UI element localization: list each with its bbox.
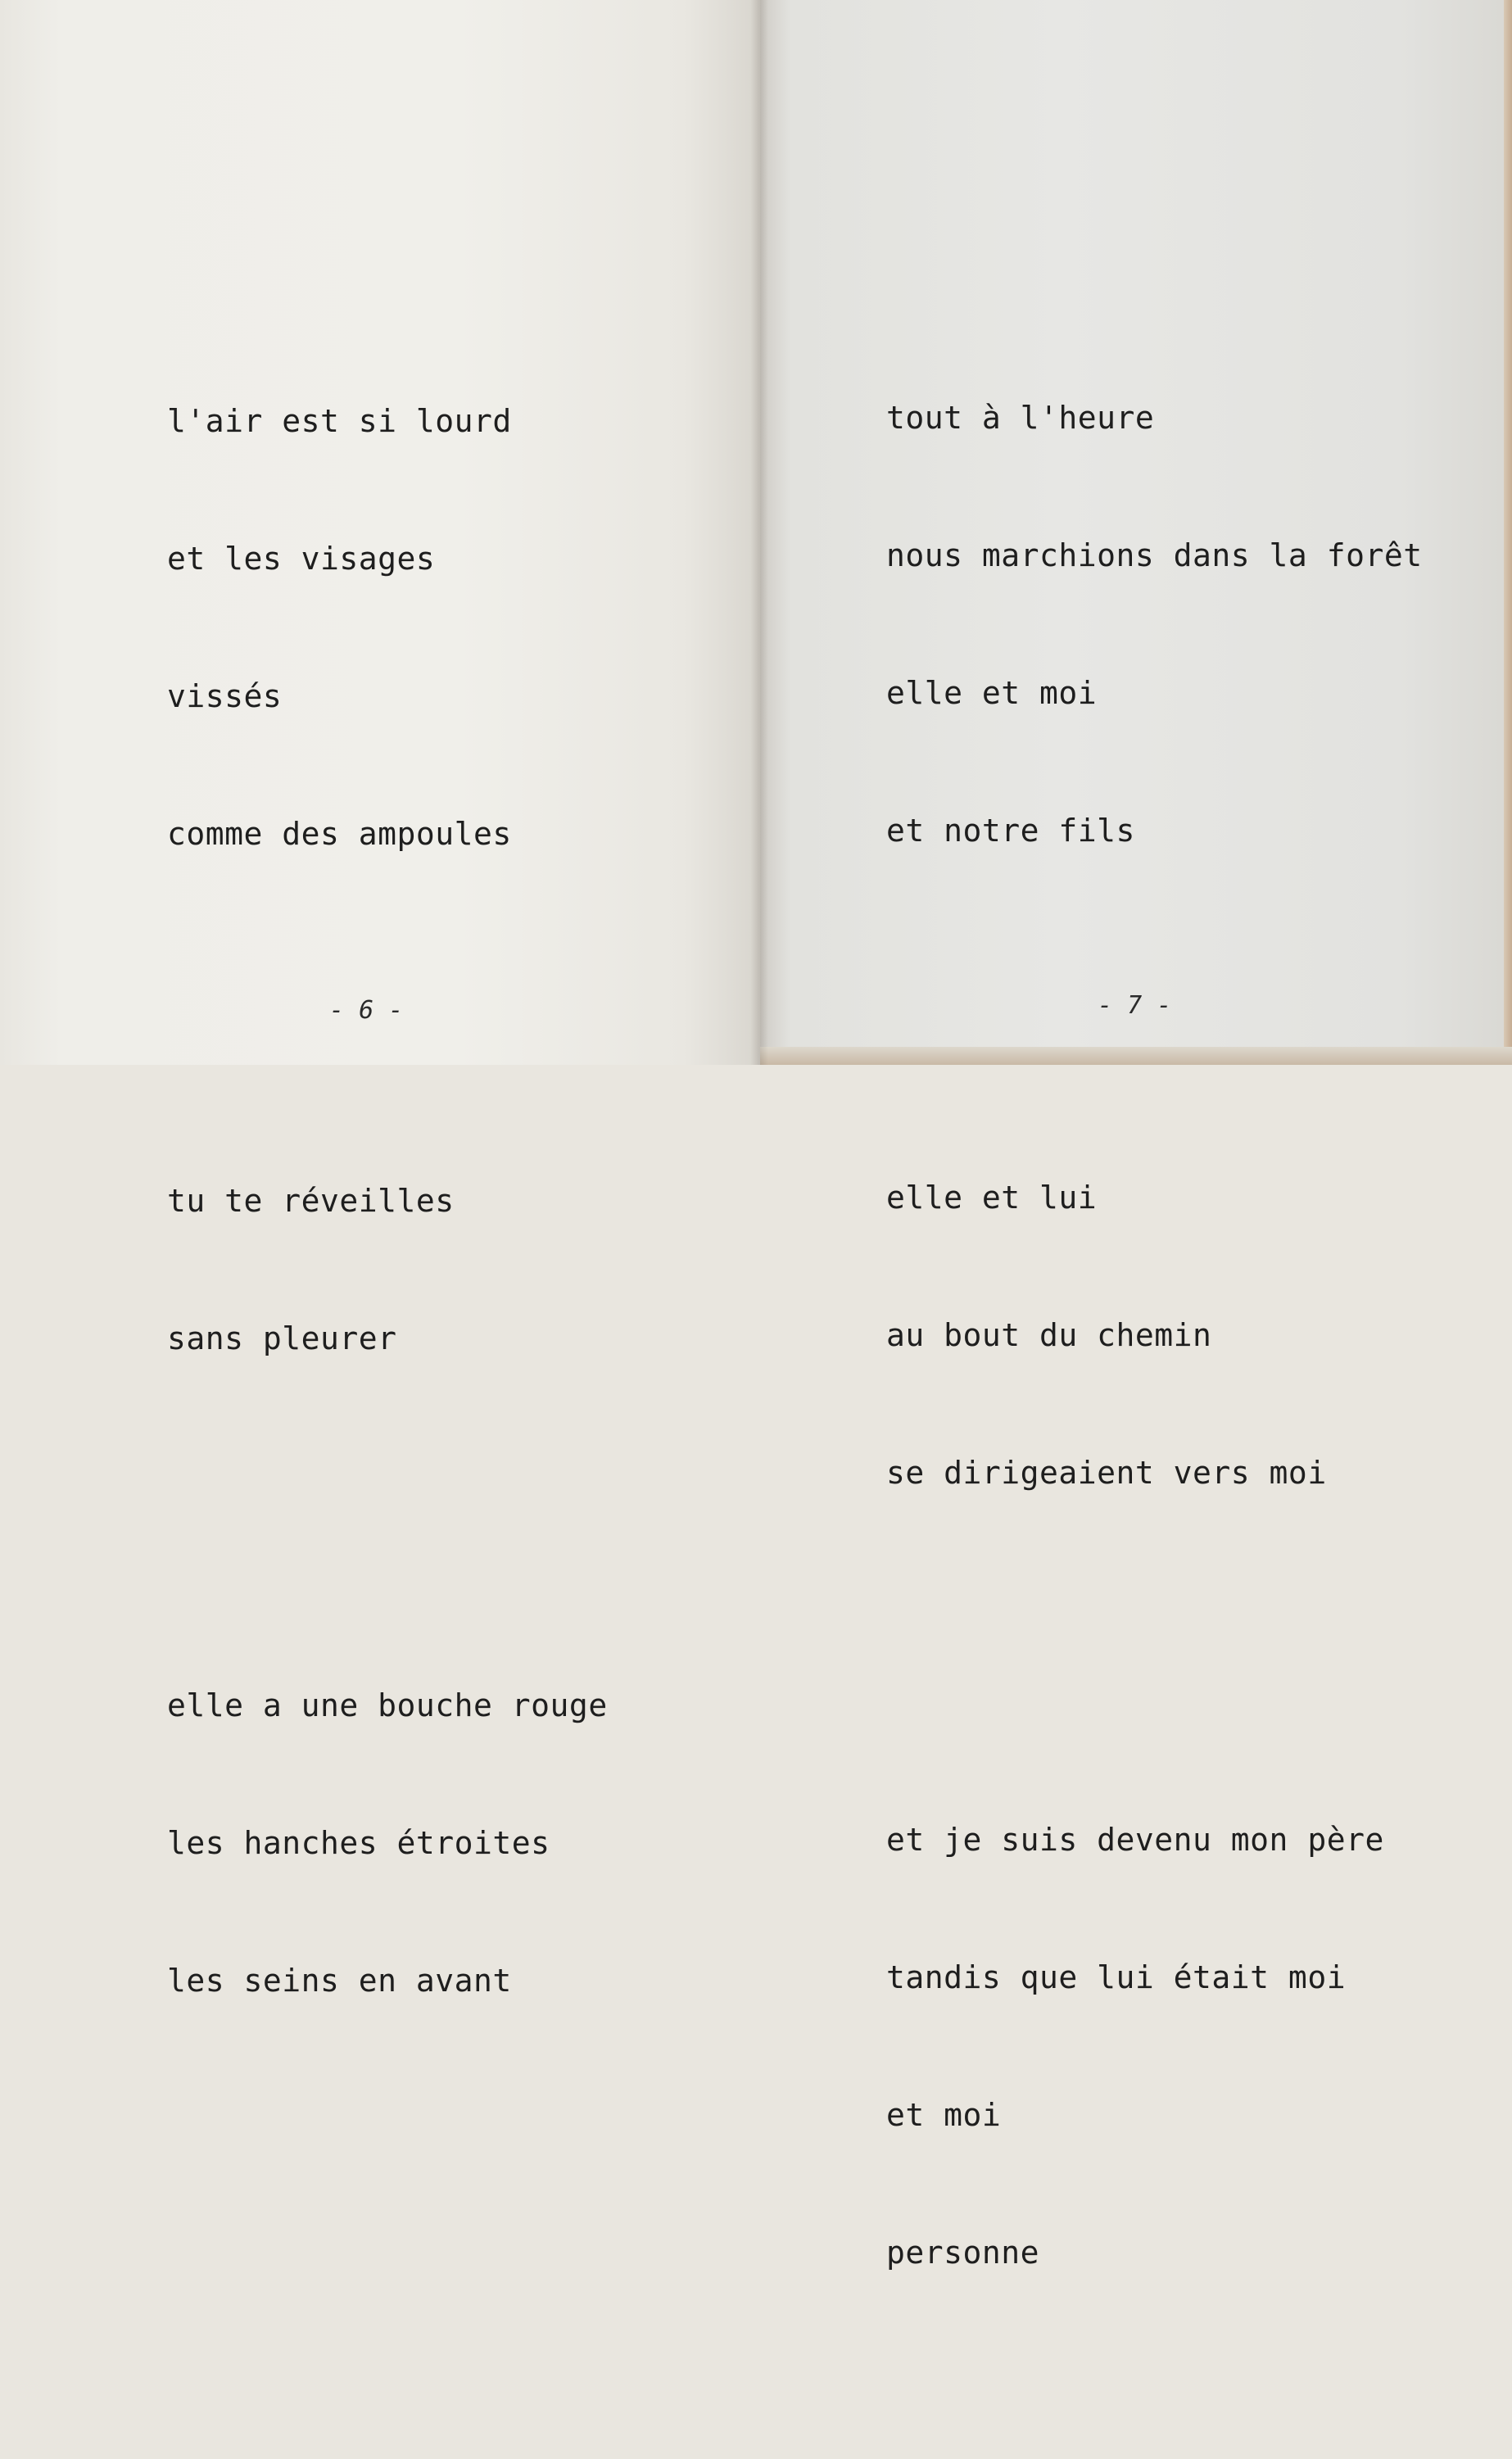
- page-number-right: - 7 -: [1098, 991, 1172, 1020]
- poem-line: sans pleurer: [167, 1320, 397, 1356]
- poem-line: elle a une bouche rouge: [167, 1687, 608, 1723]
- left-page: [0, 0, 760, 1999]
- poem-line: se dirigeaient vers moi: [886, 1455, 1327, 1491]
- page-number-left: - 6 -: [329, 996, 404, 1025]
- stanza: [886, 1725, 1423, 2367]
- poem-line: comme des ampoules: [167, 816, 512, 852]
- poem-line: au bout du chemin: [886, 1317, 1212, 1353]
- stanza: [167, 1591, 608, 2095]
- poem-line: et moi: [886, 2097, 1002, 2133]
- book-gutter: [750, 0, 768, 1065]
- right-page: [760, 0, 1512, 2271]
- poem-line: l'air est si lourd: [167, 403, 512, 439]
- poem-line: vissés: [167, 678, 283, 714]
- poem-line: les hanches étroites: [167, 1825, 550, 1861]
- poem-line: nous marchions dans la forêt: [886, 537, 1423, 573]
- stanza: [167, 1086, 608, 1453]
- poem-line: et notre fils: [886, 813, 1135, 849]
- poem-line: tandis que lui était moi: [886, 1959, 1347, 1995]
- stanza: [167, 306, 608, 949]
- poem-line: et les visages: [167, 541, 436, 577]
- poem-line: tu te réveilles: [167, 1183, 455, 1219]
- stanza: [886, 1083, 1423, 1587]
- poem-line: les seins en avant: [167, 1963, 512, 1999]
- poem-line: elle et lui: [886, 1180, 1098, 1216]
- poem-line: tout à l'heure: [886, 400, 1155, 436]
- left-poem: [167, 215, 608, 2187]
- stanza: [886, 303, 1423, 945]
- poem-line: et je suis devenu mon père: [886, 1822, 1384, 1858]
- right-poem: [886, 211, 1423, 2459]
- page-edge: [1504, 0, 1512, 1065]
- poem-line: personne: [886, 2235, 1040, 2271]
- poem-line: elle et moi: [886, 675, 1098, 711]
